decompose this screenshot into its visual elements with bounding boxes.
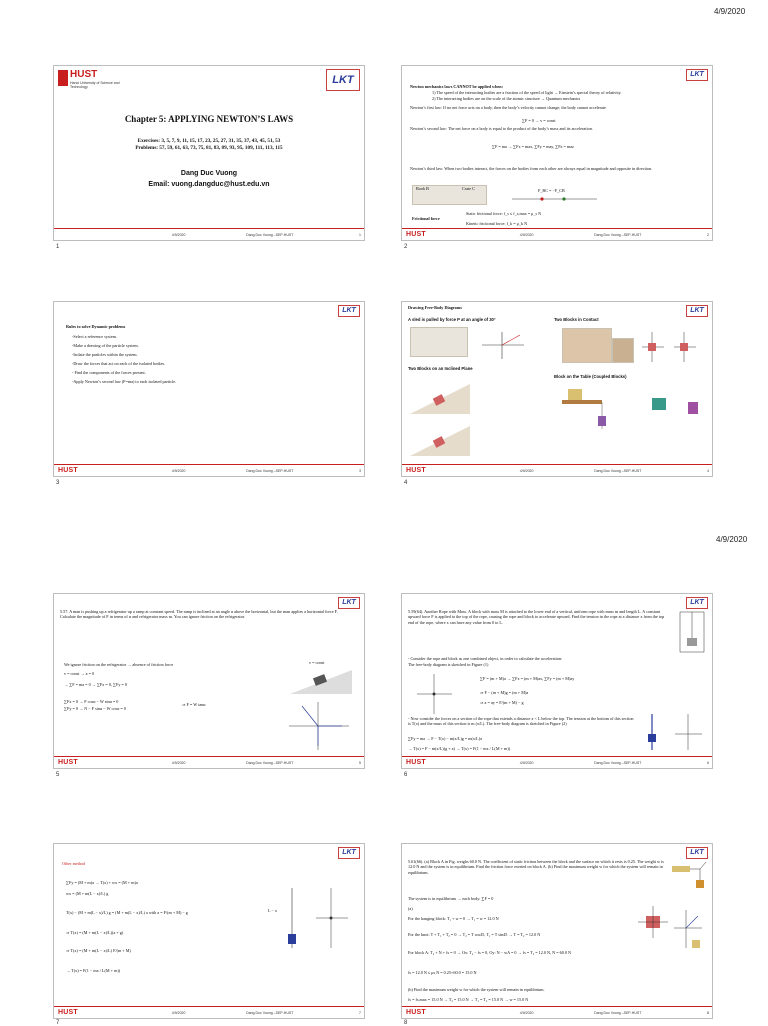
sled-figure bbox=[410, 327, 468, 357]
author-name: Dang Duc Vuong bbox=[180, 170, 238, 177]
equation: F_BC = −F_CB bbox=[538, 188, 565, 193]
text-line: Frictional force bbox=[412, 216, 440, 221]
equation: v = const → a = 0 bbox=[64, 671, 95, 676]
equation: ∑F = ma → ∑Fx = max, ∑Fy = may, ∑Fz = maz bbox=[492, 144, 574, 149]
problems-list: Problems: 57, 59, 61, 63, 73, 75, 81, 83, 89, 93, 95, 109, 111, 113, 115 bbox=[135, 145, 283, 151]
equation: For the knot: T + T₁ + T₂ = 0 → T₂ = T cos45, T₁ = T sin45 → T = T₂ = 12.0 N bbox=[408, 932, 541, 937]
slide-footer: HUST 4/9/2020 Dang Duc Vuong –SEP-HUST 8 bbox=[402, 1006, 712, 1018]
rope-section-figure bbox=[286, 884, 356, 954]
figure-label: v = const bbox=[309, 660, 325, 665]
equation: → ∑F = ma = 0 → ∑Fx = 0, ∑Fy = 0 bbox=[64, 682, 127, 687]
lkt-logo: LKT bbox=[686, 847, 708, 859]
text-line: Rules to solve Dynamic problems bbox=[66, 324, 126, 329]
text-line: Kinetic frictional force: f_k = μ_k N bbox=[466, 221, 528, 226]
slide-4[interactable] bbox=[401, 301, 713, 477]
figure-caption: Two Blocks on an Inclined Plane bbox=[408, 366, 473, 371]
equation: ⇒ a = ay = F/(m + M) − g bbox=[480, 700, 524, 705]
equation: wx = (M + m(L − x)/L) g bbox=[66, 891, 109, 896]
equation: → T(x) = F − m(x/L)(g + a) → T(x) = F(1 − mx / L(M + m)) bbox=[408, 746, 511, 751]
text-line: 1) The speed of the interacting bodies are a fraction of the speed of light → Einstein’s special theory of relativity. bbox=[432, 90, 622, 95]
slide-8[interactable] bbox=[401, 843, 713, 1019]
blocks-contact-figure bbox=[612, 338, 634, 363]
ramp-figure bbox=[290, 666, 355, 696]
equation: fs = fs,max = 15.0 N → T₂ = 15.0 N → T₁ = T₂ = 15.0 N → w = 15.0 N bbox=[408, 997, 529, 1002]
equation: ∑Fy = ma → F − T(x) − m(x/L)g = m(x/L)a bbox=[408, 736, 482, 741]
text-line: The free-body diagram is sketched in Figure (1) bbox=[408, 662, 489, 667]
text-line: We ignore friction on the refrigerator → absence of friction force bbox=[64, 662, 174, 667]
table-blocks-figure bbox=[562, 384, 707, 444]
list-item: -Draw the forces that act on each of the isolated bodies. bbox=[72, 361, 166, 366]
rope-block-figure bbox=[678, 610, 708, 655]
exercises-list: Exercises: 3, 5, 7, 9, 11, 15, 17, 23, 25, 27, 31, 35, 37, 43, 45, 51, 53 bbox=[137, 138, 281, 144]
contact-fbd bbox=[642, 330, 702, 365]
blocks-contact-figure bbox=[562, 328, 612, 363]
lkt-logo: LKT bbox=[686, 597, 708, 609]
slide-footer: HUST 4/9/2020 Dang Duc Vuong –SEP-HUST 3 bbox=[54, 464, 364, 476]
slide-1[interactable] bbox=[53, 65, 365, 241]
list-item: -Select a reference system. bbox=[72, 334, 117, 339]
slide-3[interactable] bbox=[53, 301, 365, 477]
text-line: Newton’s third law: When two bodies interact, the forces on the bodies from each other are always equal in magnitude and opposite in direction. bbox=[410, 166, 653, 171]
hust-logo bbox=[58, 70, 68, 86]
slide-footer: HUST 4/9/2020 Dang Duc Vuong –SEP-HUST 6 bbox=[402, 756, 712, 768]
figure-label: L − x bbox=[268, 908, 277, 913]
equation: For block A: T₂ + N + fs = 0 → Ox: T₂ − fs = 0, Oy: N − wA = 0 → fs = T₂ = 12.0 N, N = 60.0 N bbox=[408, 950, 572, 955]
slide-footer: HUST 4/9/2020 Dang Duc Vuong –SEP-HUST 5 bbox=[54, 756, 364, 768]
list-item: - Find the components of the forces present. bbox=[72, 370, 146, 375]
list-item: -Make a drawing of the particle system. bbox=[72, 343, 139, 348]
lkt-logo: LKT bbox=[338, 597, 360, 609]
slide-number: 7 bbox=[56, 1020, 60, 1026]
text-line: 2) The interacting bodies are on the scale of the atomic structure → Quantum mechanics bbox=[432, 96, 581, 101]
equation: ∑Fy = 0 → N − F sinα − W cosα = 0 bbox=[64, 706, 126, 711]
slide-footer: 4/9/2020 Dang Duc Vuong –SEP-HUST 1 bbox=[54, 228, 364, 240]
text-line: Newton’s first law: If no net force acts on a body, then the body’s velocity cannot change; the body cannot accelerate bbox=[410, 105, 606, 110]
inclined-plane-figure bbox=[410, 376, 480, 461]
slide-number: 5 bbox=[56, 772, 60, 778]
slide-number: 6 bbox=[404, 772, 408, 778]
equation: ∑F = (m + M)a → ∑Fx = (m + M)ax, ∑Fy = (m + M)ay bbox=[480, 676, 575, 681]
text-line: (a) bbox=[408, 906, 413, 911]
slide-footer: HUST 4/9/2020 Dang Duc Vuong –SEP-HUST 7 bbox=[54, 1006, 364, 1018]
equation: ∑F = 0 → v = const bbox=[522, 118, 556, 123]
problem-statement: 5.57. A man is pushing up a refrigerator up a ramp at constant speed. The ramp is inclined at an angle α above the horizontal, but the man applies a horizontal force F. Calculate the magnitude of F in terms of α and refrigerator mass m. You can ignore friction on the refrigerator. bbox=[60, 609, 338, 620]
slide-heading: Drawing Free-Body Diagrams bbox=[408, 305, 462, 310]
block-a-fbd bbox=[628, 902, 710, 957]
figure-1-fbd bbox=[412, 672, 462, 717]
equation: ⇒ F = W tanα bbox=[182, 702, 206, 707]
equation: ∑Fy = (M + m)a → T(x) + wx = (M + m)a bbox=[66, 880, 138, 885]
slide-number: 8 bbox=[404, 1020, 408, 1026]
knot-figure bbox=[672, 860, 710, 890]
figure-caption: A sled is pulled by force P at an angle of 30° bbox=[408, 317, 496, 322]
chapter-title: Chapter 5: APPLYING NEWTON’S LAWS bbox=[124, 114, 294, 124]
text-line: The system is in equilibrium → each body: ∑F = 0 bbox=[408, 896, 494, 901]
text-line: - Now consider the forces on a section of the rope that extends a distance x < L below the top. The tension at the bottom of this section is T(x) and the mass of this section is m (x/L). The free-body diagram is sketched in Figure (2) bbox=[408, 716, 634, 727]
list-item: -Apply Newton’s second law (F=ma) to each isolated particle. bbox=[72, 379, 177, 384]
page-date-top: 4/9/2020 bbox=[714, 7, 746, 16]
figure-caption: Two Blocks in Contact bbox=[554, 317, 599, 322]
list-item: -Isolate the particles within the system. bbox=[72, 352, 138, 357]
sled-fbd bbox=[474, 327, 529, 362]
equation: ⇒ T(x) = (M + m(L − x)/L)(a + g) bbox=[66, 930, 124, 935]
text-line: Newton mechanics laws CANNOT be applied when: bbox=[410, 84, 503, 89]
force-arrows-figure bbox=[512, 191, 602, 206]
slide-2[interactable] bbox=[401, 65, 713, 241]
slide-number: 1 bbox=[56, 244, 60, 250]
equation: ∑Fx = 0 → F cosα − W sinα = 0 bbox=[64, 699, 119, 704]
text-line: (b) Find the maximum weight w for which the system will remain in equilibrium. bbox=[408, 987, 545, 992]
refrigerator-fbd bbox=[284, 698, 354, 753]
lkt-logo: LKT bbox=[338, 305, 360, 317]
equation: ⇒ F − (m + M)g = (m + M)a bbox=[480, 690, 529, 695]
page-date-middle: 4/9/2020 bbox=[716, 535, 748, 544]
hust-logo-text: HUST bbox=[70, 69, 98, 80]
slide-number: 3 bbox=[56, 480, 60, 486]
problem-statement: 5.59(64). Another Rope with Mass. A block with mass M is attached to the lower end of a vertical, uniform rope with mass m and length L. A constant upward force F is applied to the top of the rope, causing the rope and block to accelerate upward. Find the tension in the rope at a distance x from the top end of the rope, where x can have any value from 0 to L. bbox=[408, 609, 665, 625]
text-line: - Consider the rope and block as one combined object, in order to calculate the acceleration: bbox=[408, 656, 563, 661]
text-line: Static frictional force: f_s ≤ f_s,max = μ_s N bbox=[466, 211, 542, 216]
equation: → T(x) = F(1 − mx / L(M + m)) bbox=[66, 968, 121, 973]
figure-label: Book B bbox=[416, 186, 429, 191]
text-line: Newton’s second law: The net force on a body is equal to the product of the body’s mass and its acceleration. bbox=[410, 126, 593, 131]
lkt-logo: LKT bbox=[686, 69, 708, 81]
slide-number: 2 bbox=[404, 244, 408, 250]
slide-footer: HUST 4/9/2020 Dang Duc Vuong –SEP-HUST 2 bbox=[402, 228, 712, 240]
slide-5[interactable] bbox=[53, 593, 365, 769]
figure-caption: Block on the Table (Coupled Blocks) bbox=[554, 374, 627, 379]
slide-6[interactable] bbox=[401, 593, 713, 769]
lkt-logo: LKT bbox=[686, 305, 708, 317]
lkt-logo: LKT bbox=[338, 847, 360, 859]
lkt-logo: LKT bbox=[326, 69, 360, 91]
school-name: Hanoi University of Science and Technology bbox=[70, 81, 120, 89]
figure-2-fbd bbox=[640, 712, 710, 752]
equation: For the hanging block: T₁ + w = 0 → T₁ = w = 12.0 N bbox=[408, 916, 499, 921]
equation: fs = 12.0 N ≤ μs N = 0.25×60.0 = 15.0 N bbox=[408, 970, 477, 975]
slide-footer: HUST 4/9/2020 Dang Duc Vuong –SEP-HUST 4 bbox=[402, 464, 712, 476]
equation: T(x) − (M + m(L − x)/L) g = (M + m(L − x)/L) a with a = F/(m + M) − g bbox=[66, 910, 188, 915]
section-heading: Other method bbox=[62, 861, 86, 866]
slide-7[interactable] bbox=[53, 843, 365, 1019]
slide-number: 4 bbox=[404, 480, 408, 486]
author-email: Email: vuong.dangduc@hust.edu.vn bbox=[148, 181, 270, 188]
figure-label: Crate C bbox=[462, 186, 475, 191]
problem-statement: 5.61(66). (a) Block A in Fig. weighs 60.0 N. The coefficient of static friction between the block and the surface on which it rests is 0.25. The weight w is 12.0 N and the system is in equilibrium. Find the friction force exerted on block A. (b) Find the maximum weight w for which the system will remain in equilibrium. bbox=[408, 859, 664, 875]
equation: ⇒ T(x) = (M + m(L − x)/L) F/(m + M) bbox=[66, 948, 131, 953]
